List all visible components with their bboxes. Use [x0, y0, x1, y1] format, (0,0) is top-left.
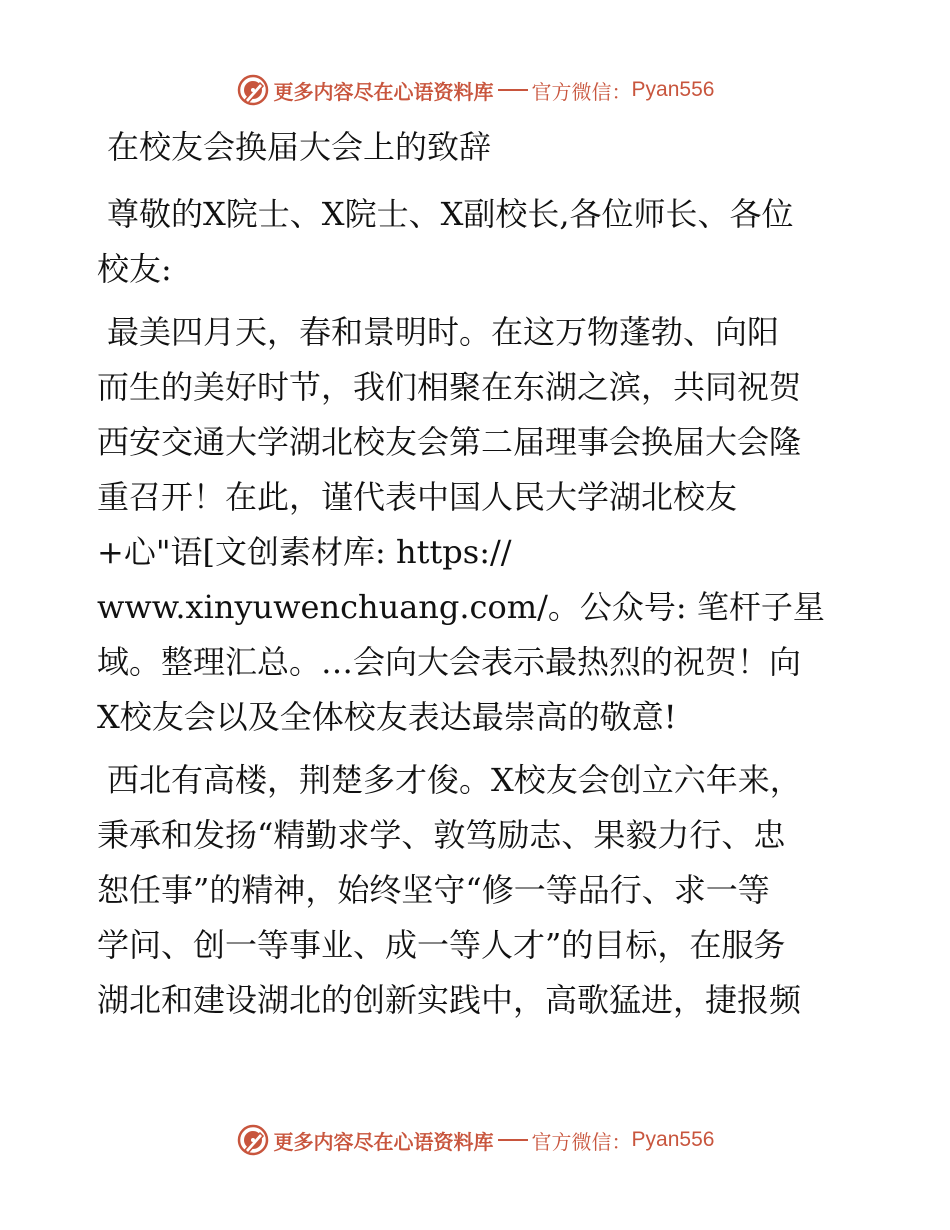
- paragraph-line: 重召开！在此，谨代表中国人民大学湖北校友: [97, 478, 738, 516]
- paragraph-line: 而生的美好时节，我们相聚在东湖之滨，共同祝贺: [97, 368, 802, 406]
- divider-dash: [498, 1139, 528, 1141]
- opening-paragraph: [97, 305, 857, 745]
- footer-watermark-banner: [0, 1120, 950, 1160]
- divider-dash: [498, 89, 528, 91]
- paragraph-line: 最美四月天，春和景明时。在这万物蓬勃、向阳: [107, 313, 780, 351]
- wechat-id: Pyan556: [631, 1128, 715, 1151]
- paragraph-line: www.xinyuwenchuang.com/。公众号: 笔杆子星: [97, 588, 825, 626]
- pen-logo-icon: [236, 1123, 270, 1157]
- paragraph-line: 校友:: [97, 250, 172, 288]
- paragraph-line: 秉承和发扬“精勤求学、敦笃励志、果毅力行、忠: [97, 816, 786, 854]
- paragraph-line: 学问、创一等事业、成一等人才”的目标，在服务: [97, 926, 786, 964]
- brand-text: 更多内容尽在心语资料库: [273, 79, 494, 104]
- brand-text: 更多内容尽在心语资料库: [273, 1129, 494, 1154]
- paragraph-line: 西北有高楼，荆楚多才俊。X校友会创立六年来，: [107, 761, 802, 799]
- document-body: [97, 123, 857, 1036]
- paragraph-line: 尊敬的X院士、X院士、X副校长,各位师长、各位: [107, 195, 794, 233]
- wechat-id: Pyan556: [631, 78, 715, 101]
- paragraph-line: 西安交通大学湖北校友会第二届理事会换届大会隆: [97, 423, 802, 461]
- pen-logo-icon: [236, 73, 270, 107]
- salutation-paragraph: [97, 187, 857, 297]
- header-watermark-banner: [0, 70, 950, 110]
- paragraph-line: 域。整理汇总。…会向大会表示最热烈的祝贺！向: [97, 643, 802, 681]
- paragraph-line: +心"语[文创素材库: https://: [97, 533, 512, 571]
- paragraph-line: 恕任事”的精神，始终坚守“修一等品行、求一等: [97, 871, 770, 909]
- paragraph-line: 湖北和建设湖北的创新实践中，高歌猛进，捷报频: [97, 981, 802, 1019]
- history-paragraph: [97, 753, 857, 1028]
- wechat-label: 官方微信：: [531, 1129, 632, 1154]
- wechat-label: 官方微信：: [531, 79, 632, 104]
- document-title: 在校友会换届大会上的致辞: [107, 128, 492, 166]
- paragraph-line: X校友会以及全体校友表达最崇高的敬意!: [97, 698, 677, 736]
